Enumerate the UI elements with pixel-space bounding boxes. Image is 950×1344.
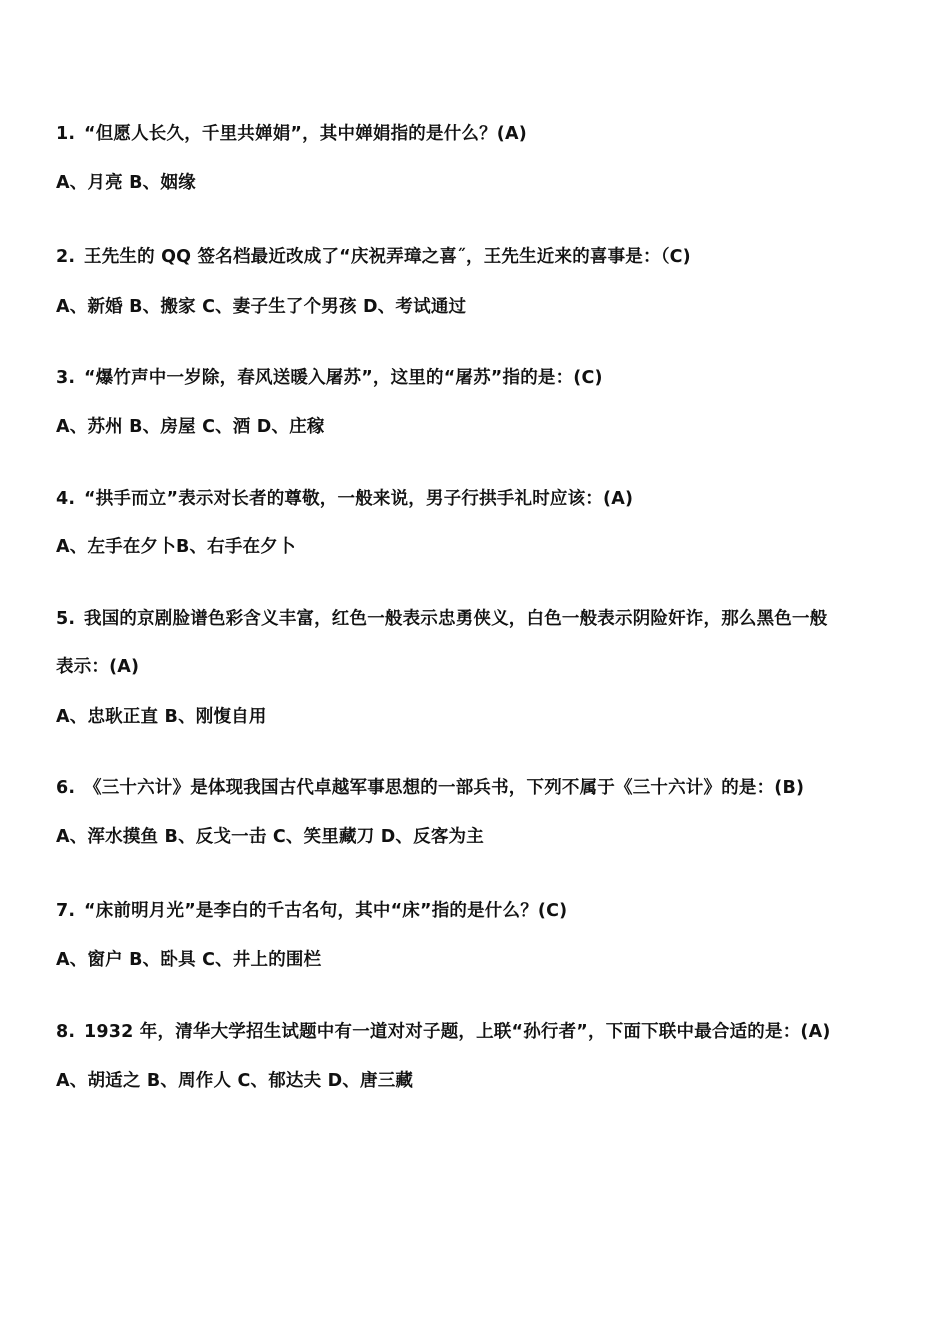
question-5-continued: 表示：(A) bbox=[56, 657, 140, 677]
question-8-options: A、胡适之 B、周作人 C、郁达夫 D、唐三藏 bbox=[56, 1071, 414, 1091]
question-7 bbox=[56, 899, 906, 923]
question-4 bbox=[56, 487, 906, 511]
question-5 bbox=[56, 607, 906, 631]
question-6 bbox=[56, 776, 906, 800]
question-number: 4. bbox=[56, 489, 76, 509]
question-text: 1932 年，清华大学招生试题中有一道对对子题，上联“孙行者”，下面下联中最合适的是：(A) bbox=[84, 1022, 831, 1042]
question-text: 《三十六计》是体现我国古代卓越军事思想的一部兵书，下列不属于《三十六计》的是：(B) bbox=[84, 778, 805, 798]
question-number: 1. bbox=[56, 124, 76, 144]
question-number: 3. bbox=[56, 368, 76, 388]
question-2-options: A、新婚 B、搬家 C、妻子生了个男孩 D、考试通过 bbox=[56, 297, 467, 317]
question-number: 6. bbox=[56, 778, 76, 798]
question-text: “拱手而立”表示对长者的尊敬，一般来说，男子行拱手礼时应该：(A) bbox=[84, 489, 634, 509]
question-number: 7. bbox=[56, 901, 76, 921]
question-2 bbox=[56, 245, 906, 269]
question-8 bbox=[56, 1020, 906, 1044]
question-text: 王先生的 QQ 签名档最近改成了“庆祝弄璋之喜˝，王先生近来的喜事是：（C) bbox=[84, 247, 691, 267]
question-3 bbox=[56, 366, 906, 390]
question-6-options: A、浑水摸鱼 B、反戈一击 C、笑里藏刀 D、反客为主 bbox=[56, 827, 484, 847]
question-7-options: A、窗户 B、卧具 C、井上的围栏 bbox=[56, 950, 322, 970]
question-3-options: A、苏州 B、房屋 C、酒 D、庄稼 bbox=[56, 417, 325, 437]
question-text: “爆竹声中一岁除，春风送暖入屠苏”，这里的“屠苏”指的是：(C) bbox=[84, 368, 603, 388]
question-text: 我国的京剧脸谱色彩含义丰富，红色一般表示忠勇侠义，白色一般表示阴险奸诈，那么黑色一般 bbox=[84, 609, 828, 629]
question-5-options: A、忠耿正直 B、刚愎自用 bbox=[56, 707, 267, 727]
question-text: “床前明月光”是李白的千古名句，其中“床”指的是什么？(C) bbox=[84, 901, 568, 921]
question-1 bbox=[56, 122, 906, 146]
question-text: “但愿人长久，千里共婵娟”，其中婵娟指的是什么？(A) bbox=[84, 124, 527, 144]
question-number: 2. bbox=[56, 247, 76, 267]
question-1-options: A、月亮 B、姻缘 bbox=[56, 173, 196, 193]
question-number: 5. bbox=[56, 609, 76, 629]
question-number: 8. bbox=[56, 1022, 76, 1042]
question-4-options: A、左手在夕卜B、右手在夕卜 bbox=[56, 537, 296, 557]
